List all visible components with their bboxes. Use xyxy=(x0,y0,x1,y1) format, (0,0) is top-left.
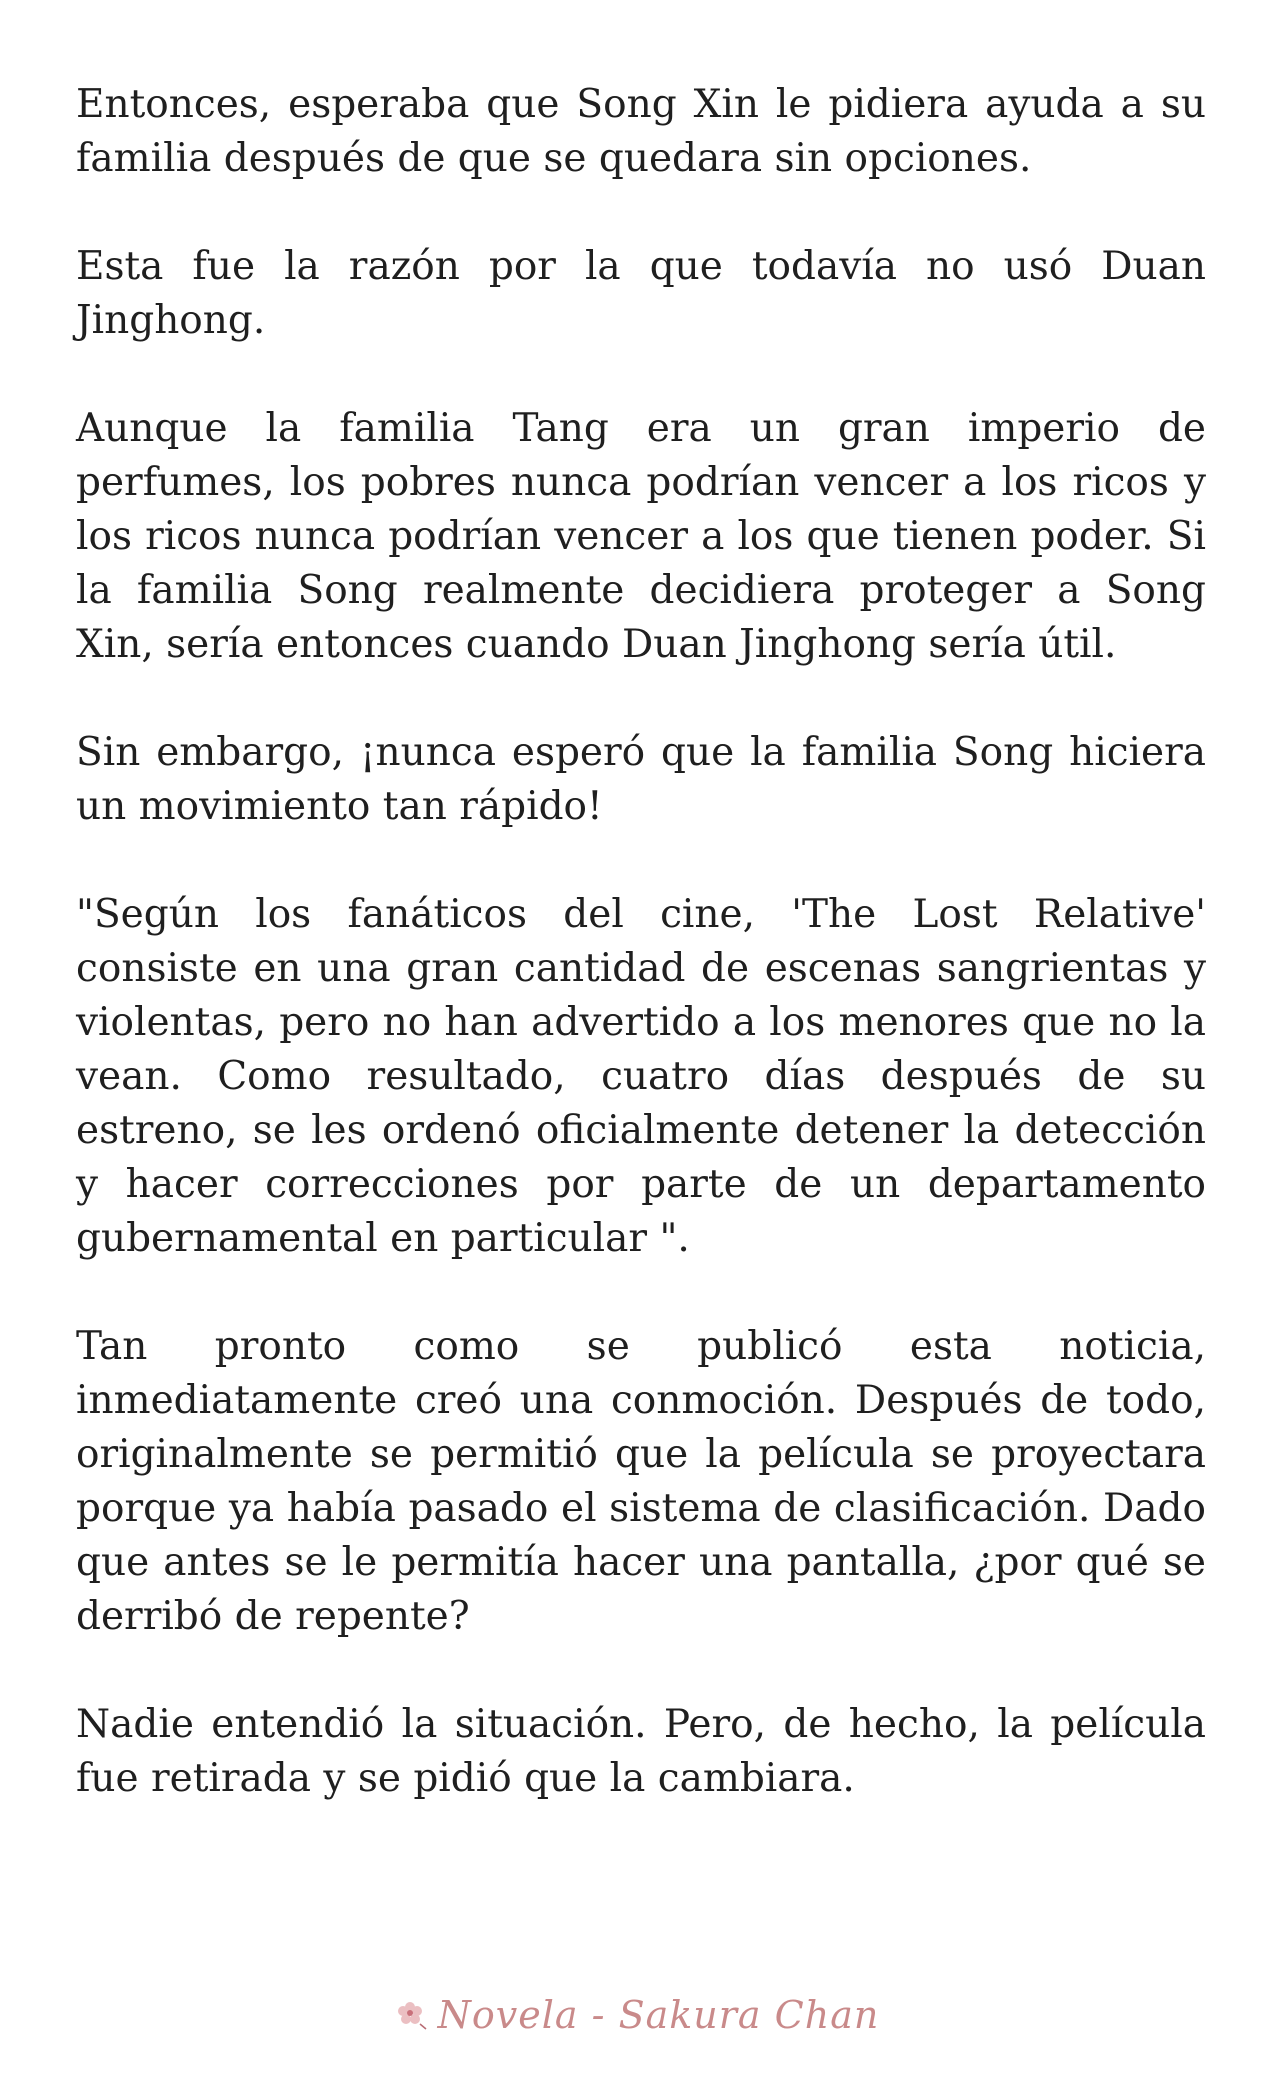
paragraph-7: Nadie entendió la situación. Pero, de hecho, la película fue retirada y se pidió que la cambiara. xyxy=(76,1702,1206,1801)
footer-brand xyxy=(396,1993,880,2037)
paragraph-3: Aunque la familia Tang era un gran imperio de perfumes, los pobres nunca podrían vencer a los ricos y los ricos nunca podrían vencer a los que tienen poder. Si la familia Song realmente decidiera proteger a Song Xin, sería entonces cuando Duan Jinghong sería útil. xyxy=(76,406,1206,667)
paragraph-4: Sin embargo, ¡nunca esperó que la familia Song hiciera un movimiento tan rápido! xyxy=(76,730,1206,829)
paragraph-5: "Según los fanáticos del cine, 'The Lost Relative' consiste en una gran cantidad de escenas sangrientas y violentas, pero no han advertido a los menores que no la vean. Como resultado, cuatro días después de su estreno, se les ordenó oficialmente detener la detección y hacer correcciones por parte de un departamento gubernamental en particular ". xyxy=(76,892,1206,1261)
paragraph-2: Esta fue la razón por la que todavía no usó Duan Jinghong. xyxy=(76,244,1206,343)
paragraph-1: Entonces, esperaba que Song Xin le pidiera ayuda a su familia después de que se quedara sin opciones. xyxy=(76,82,1206,181)
sakura-flower-icon xyxy=(396,1998,430,2032)
footer-text: Novela - Sakura Chan xyxy=(437,1993,880,2037)
footer-watermark xyxy=(0,1985,1275,2045)
chapter-text xyxy=(76,78,1206,1860)
paragraph-6: Tan pronto como se publicó esta noticia, inmediatamente creó una conmoción. Después de todo, originalmente se permitió que la película se proyectara porque ya había pasado el sistema de clasificación. Dado que antes se le permitía hacer una pantalla, ¿por qué se derribó de repente? xyxy=(76,1324,1206,1639)
